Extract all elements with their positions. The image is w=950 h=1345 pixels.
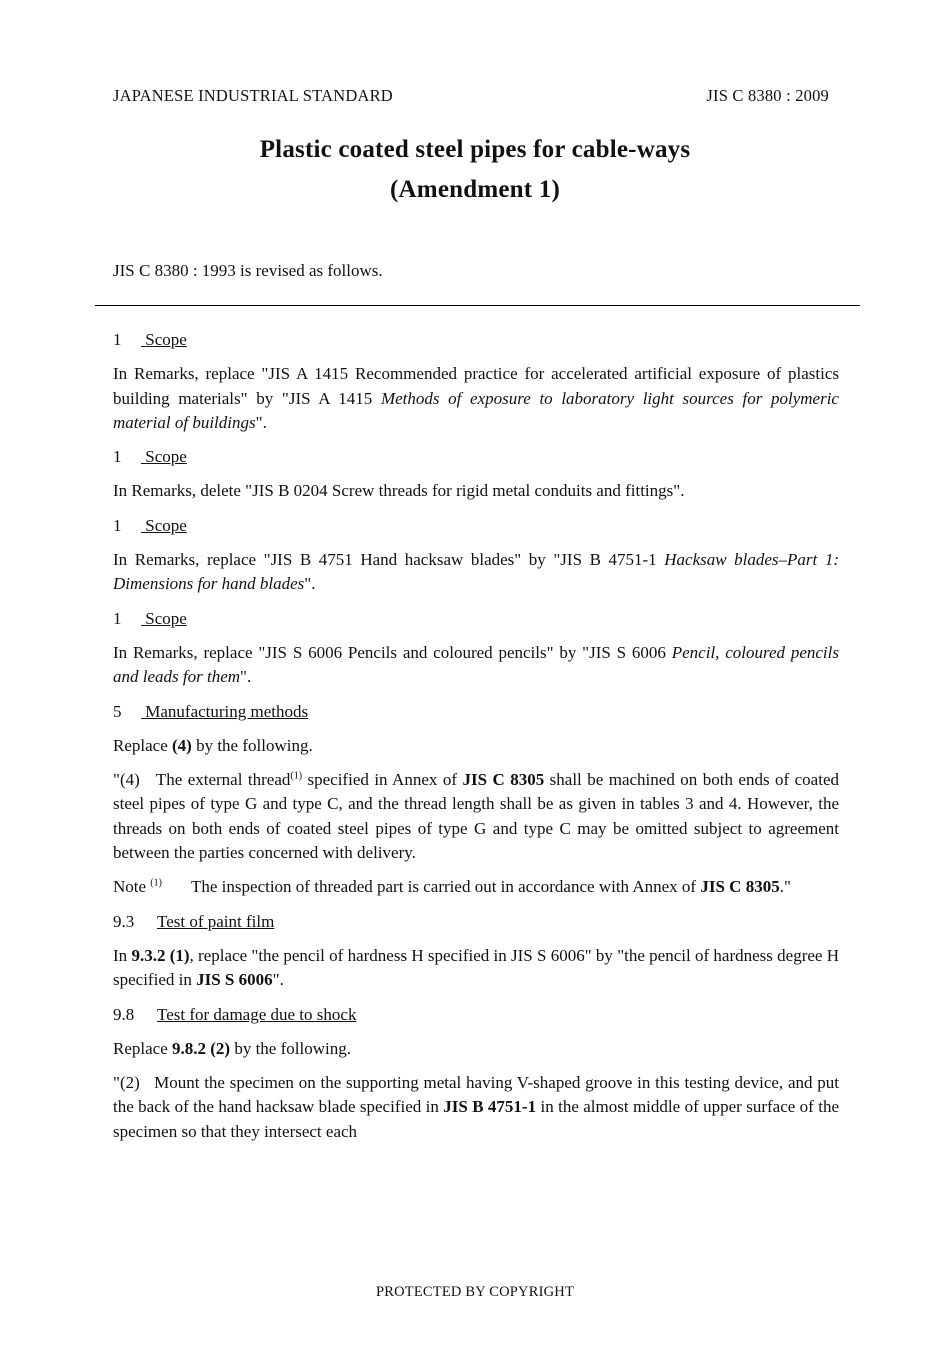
section-number: 9.8: [113, 1004, 135, 1024]
section-title: Scope: [145, 608, 187, 628]
text: , replace "the pencil of hardness H specified in JIS S 6006" by "the pencil of hardness degree H specified in: [113, 945, 839, 990]
paragraph: [113, 1037, 839, 1061]
bold-text: JIS S 6006: [196, 970, 273, 990]
paragraph: [113, 944, 839, 993]
bold-text: 9.3.2 (1): [131, 945, 190, 965]
section-number: 1: [113, 515, 122, 535]
section-heading: [113, 1003, 839, 1027]
bold-text: (4): [172, 735, 192, 755]
section-number: 1: [113, 330, 122, 349]
footnote-ref: (1): [290, 770, 303, 782]
section-heading: [113, 607, 839, 631]
section-title: Test of paint film: [157, 911, 275, 931]
divider: [95, 305, 860, 306]
section-number: 1: [113, 447, 122, 467]
text: In Remarks, replace "JIS A 1415 Recommended practice for accelerated artificial exposure of plastics building materials" by "JIS A 1415: [113, 364, 839, 408]
standard-number: JIS C 8380 : 2009: [706, 86, 829, 105]
italic-text: Methods of exposure to laboratory light sources for polymeric material of buildings: [113, 388, 839, 432]
bold-text: JIS B 4751-1: [443, 1097, 537, 1117]
text: by the following.: [230, 1038, 351, 1058]
text: Replace: [113, 735, 172, 755]
text: Replace: [113, 1038, 172, 1058]
text: In Remarks, replace "JIS B 4751 Hand hacksaw blades" by "JIS B 4751-1: [113, 550, 665, 570]
text: ".: [304, 574, 316, 594]
paragraph: In Remarks, delete "JIS B 0204 Screw threads for rigid metal conduits and fittings".: [113, 481, 685, 501]
section-title: Manufacturing methods: [145, 701, 309, 721]
text: by the following.: [191, 735, 313, 755]
text: shall be machined on both ends of coated steel pipes of type G and type C, and the thread length shall be as given in tables 3 and 4. However, the threads on both ends of coated steel pipes of type G and type C may be omitted subject to agreement between the parties concerned with delivery.: [113, 770, 839, 863]
text: "(4) The external thread: [113, 770, 291, 790]
section-title: Scope: [145, 515, 187, 535]
text: The inspection of threaded part is carried out in accordance with Annex of: [191, 877, 701, 897]
section-title: Scope: [145, 330, 187, 349]
document-title: Plastic coated steel pipes for cable-ways: [259, 136, 691, 163]
paragraph: [113, 641, 839, 690]
text: In: [113, 945, 132, 965]
text: "(2) Mount the specimen on the supporting metal having V-shaped groove in this testing device, and put the back of the hand hacksaw blade specified in: [113, 1073, 844, 1117]
note-label: [113, 875, 191, 899]
section-title: Test for damage due to shock: [157, 1004, 357, 1024]
section-number: 9.3: [113, 911, 135, 931]
document-body: [113, 328, 844, 1144]
section-heading: [113, 328, 839, 352]
paragraph: [113, 548, 839, 597]
section-number: 1: [113, 608, 122, 628]
text: .": [779, 877, 791, 897]
section-title: Scope: [145, 447, 187, 467]
section-heading: [113, 445, 839, 469]
bold-text: JIS C 8305: [462, 770, 545, 790]
paragraph: [113, 362, 839, 435]
section-heading: [113, 700, 839, 724]
text: ".: [255, 412, 267, 432]
text: in the almost middle of upper surface of the specimen so that they intersect each: [113, 1097, 839, 1141]
standard-label: JAPANESE INDUSTRIAL STANDARD: [113, 86, 393, 105]
italic-text: Pencil, coloured pencils and leads for them: [113, 642, 839, 687]
revision-statement: JIS C 8380 : 1993 is revised as follows.: [113, 261, 383, 280]
paragraph: [113, 768, 839, 865]
bold-text: 9.8.2 (2): [172, 1038, 231, 1058]
note-text: [191, 875, 839, 899]
footnote-ref: (1): [150, 877, 162, 889]
footnote: [113, 875, 839, 899]
text: ".: [240, 667, 252, 687]
text: In Remarks, replace "JIS S 6006 Pencils and coloured pencils" by "JIS S 6006: [113, 642, 672, 662]
copyright-footer: PROTECTED BY COPYRIGHT: [375, 1284, 574, 1300]
text: Note: [113, 877, 151, 897]
paragraph: [113, 1071, 844, 1144]
section-heading: [113, 910, 839, 934]
section-heading: [113, 514, 839, 538]
paragraph: [113, 734, 839, 758]
text: specified in Annex of: [302, 770, 463, 790]
text: ".: [272, 970, 284, 990]
document-subtitle: (Amendment 1): [390, 176, 560, 203]
section-number: 5: [113, 701, 122, 721]
bold-text: JIS C 8305: [700, 877, 780, 897]
italic-text: Hacksaw blades–Part 1: Dimensions for hand blades: [113, 550, 840, 594]
